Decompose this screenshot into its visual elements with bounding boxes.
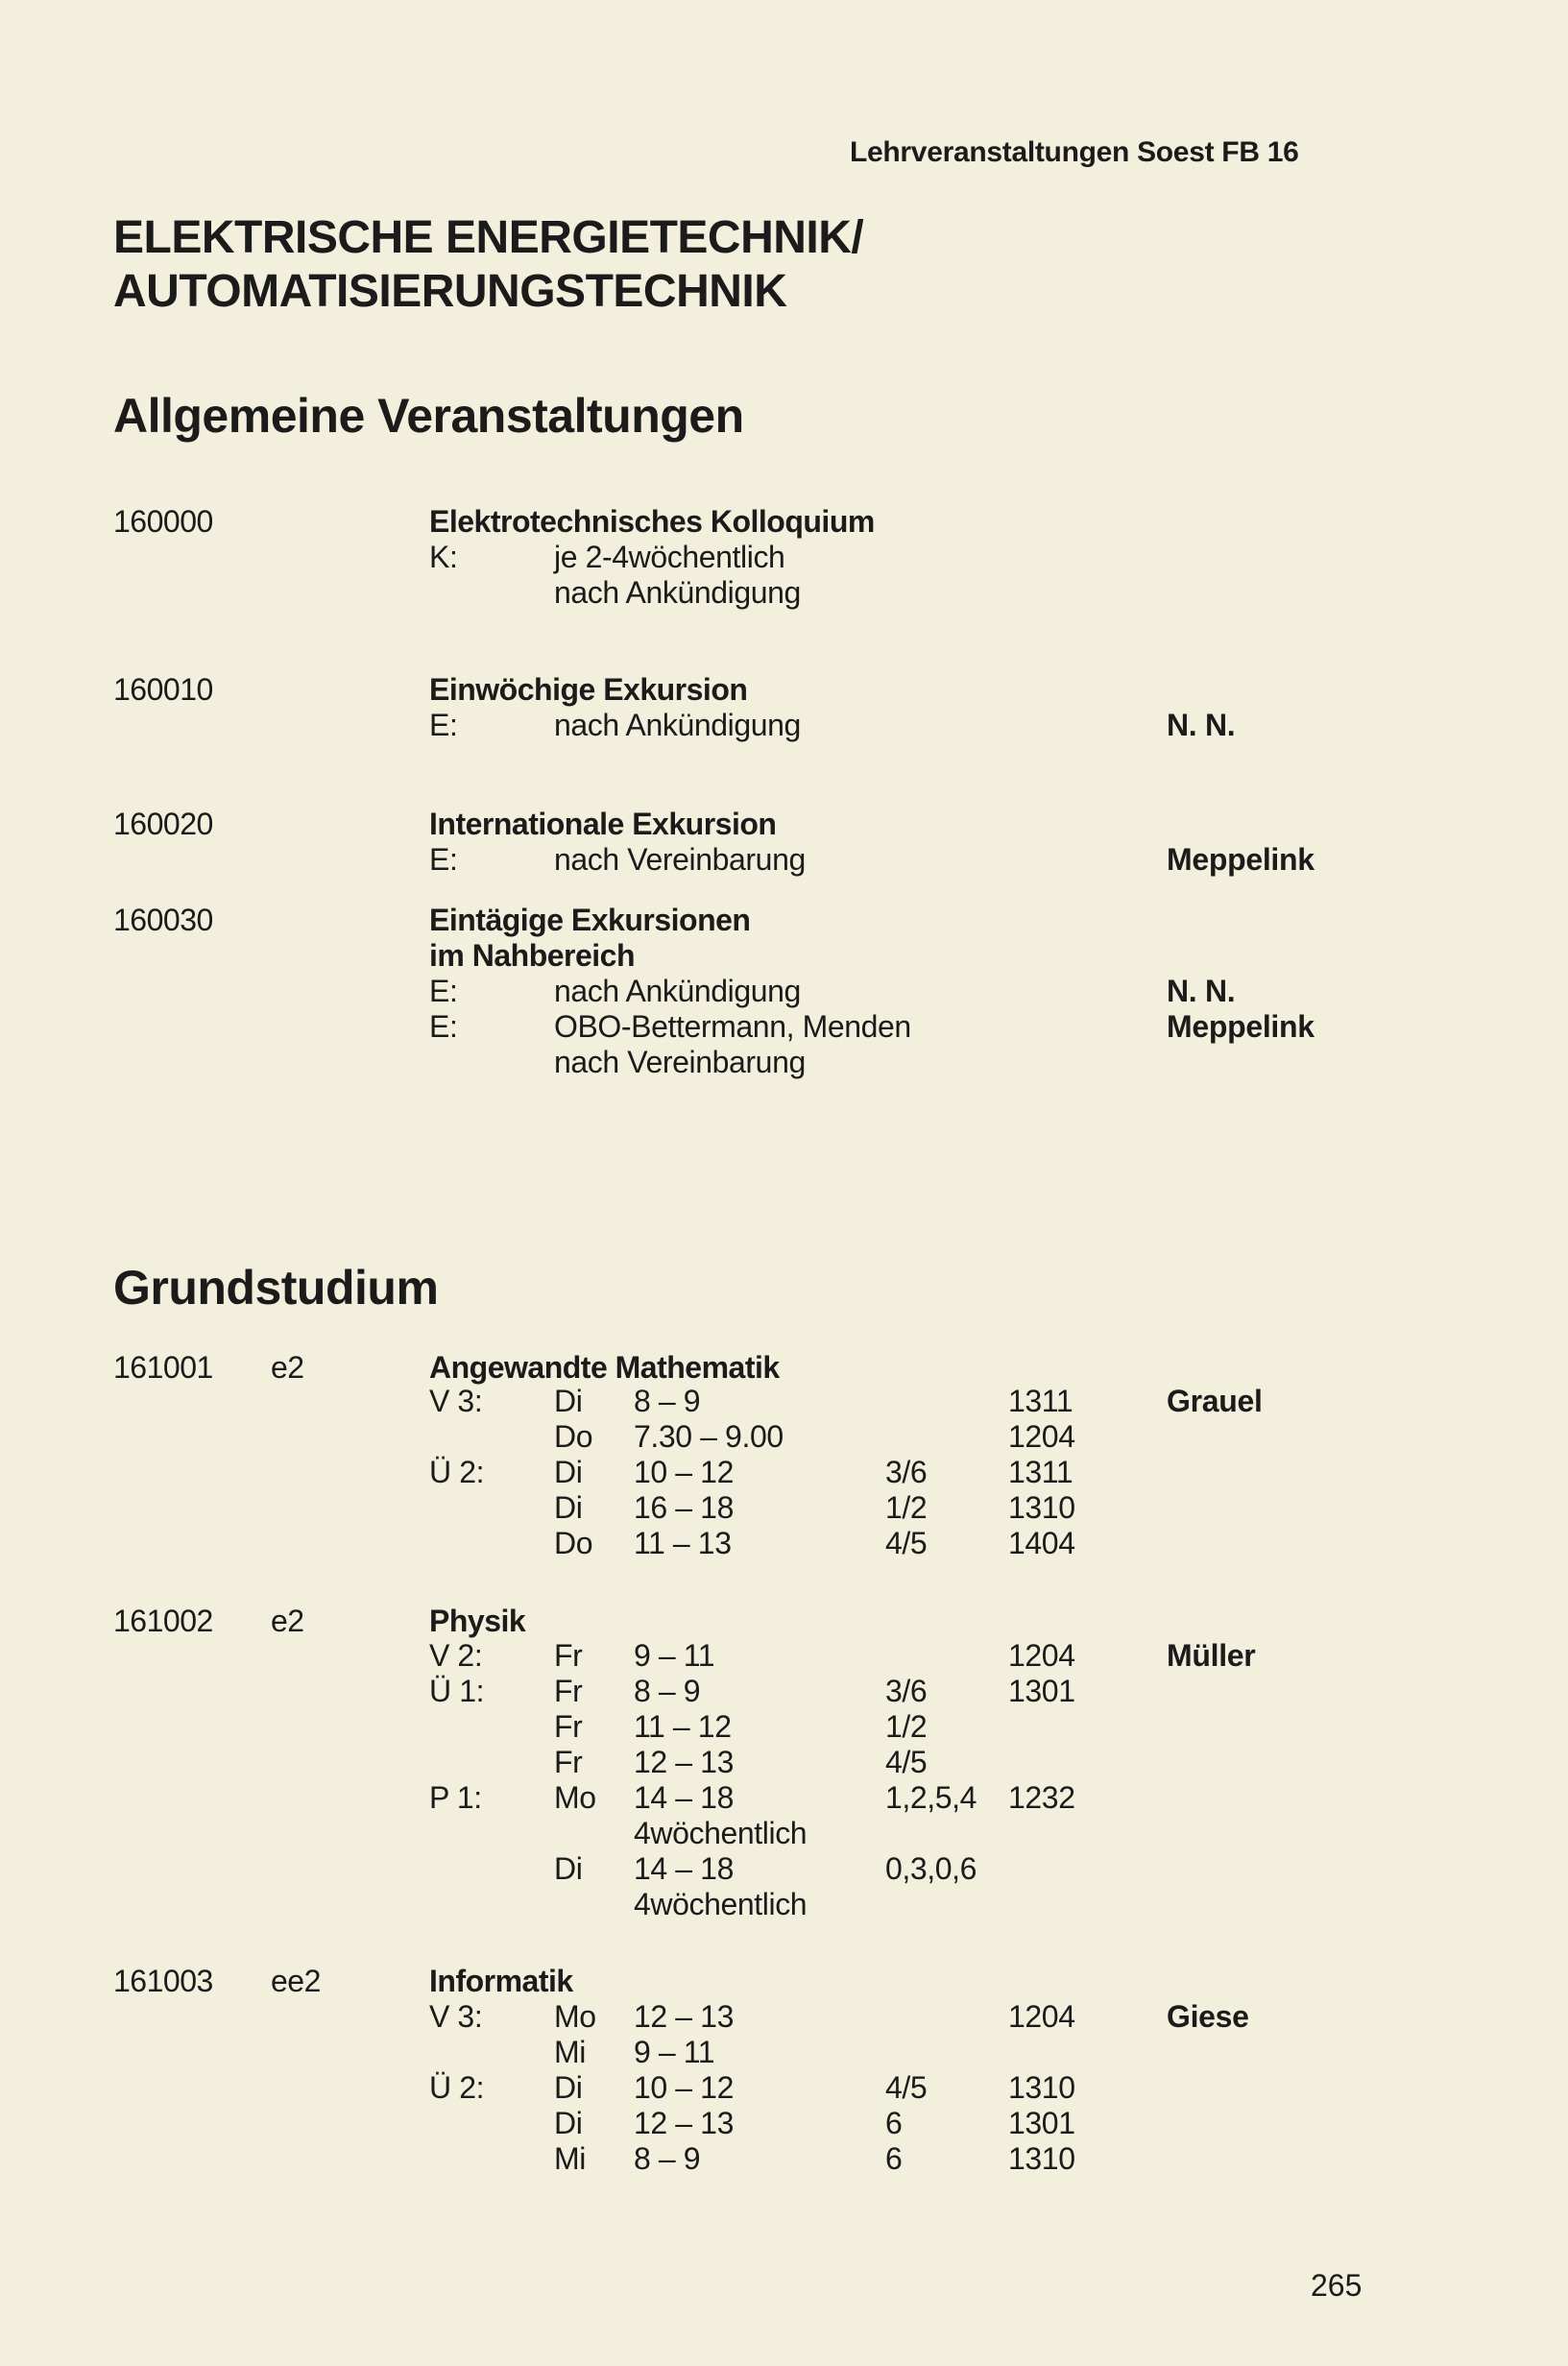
course-line: nach Ankündigung (554, 974, 801, 1008)
schedule-time: 14 – 18 (634, 1851, 734, 1886)
schedule-time: 9 – 11 (634, 2035, 715, 2069)
schedule-day: Di (554, 1851, 583, 1886)
schedule-room: 1311 (1008, 1384, 1073, 1418)
schedule-frequency: 4wöchentlich (634, 1887, 808, 1921)
course-code: e2 (271, 1350, 304, 1385)
schedule-group: 6 (885, 2106, 903, 2140)
schedule-group: 4/5 (885, 2070, 928, 2105)
schedule-time: 10 – 12 (634, 1455, 734, 1489)
course-line: nach Vereinbarung (554, 842, 806, 877)
schedule-group: 4/5 (885, 1745, 928, 1779)
schedule-group: 4/5 (885, 1526, 928, 1560)
schedule-room: 1301 (1008, 2106, 1075, 2140)
page-title-line-2: AUTOMATISIERUNGSTECHNIK (113, 266, 787, 317)
course-line: nach Ankündigung (554, 575, 801, 610)
course-number: 160030 (113, 903, 213, 937)
course-teacher: N. N. (1167, 708, 1236, 742)
course-line: nach Ankündigung (554, 708, 801, 742)
schedule-room: 1404 (1008, 1526, 1075, 1560)
course-teacher: N. N. (1167, 974, 1236, 1008)
course-number: 161001 (113, 1350, 213, 1385)
schedule-room: 1310 (1008, 2141, 1075, 2176)
course-teacher: Grauel (1167, 1384, 1263, 1418)
schedule-group: 1/2 (885, 1490, 928, 1525)
course-type: E: (429, 708, 458, 742)
schedule-type: Ü 2: (429, 1455, 485, 1489)
course-type: K: (429, 540, 458, 574)
schedule-time: 16 – 18 (634, 1490, 734, 1525)
page-title-line-1: ELEKTRISCHE ENERGIETECHNIK/ (113, 212, 864, 263)
course-title: Eintägige Exkursionen (429, 903, 751, 937)
schedule-time: 9 – 11 (634, 1638, 715, 1673)
schedule-group: 3/6 (885, 1674, 928, 1708)
schedule-room: 1204 (1008, 1638, 1075, 1673)
schedule-day: Do (554, 1419, 593, 1454)
schedule-day: Di (554, 1490, 583, 1525)
schedule-day: Di (554, 1455, 583, 1489)
course-title: Internationale Exkursion (429, 807, 777, 841)
schedule-group: 3/6 (885, 1455, 928, 1489)
schedule-day: Di (554, 2070, 583, 2105)
schedule-room: 1232 (1008, 1780, 1075, 1815)
course-number: 161003 (113, 1964, 213, 1998)
course-type: E: (429, 1009, 458, 1044)
course-teacher: Giese (1167, 1999, 1249, 2034)
schedule-day: Fr (554, 1709, 583, 1744)
course-number: 161002 (113, 1604, 213, 1638)
schedule-room: 1204 (1008, 1999, 1075, 2034)
schedule-room: 1310 (1008, 2070, 1075, 2105)
schedule-room: 1301 (1008, 1674, 1075, 1708)
schedule-time: 10 – 12 (634, 2070, 734, 2105)
schedule-time: 11 – 12 (634, 1709, 732, 1744)
schedule-frequency: 4wöchentlich (634, 1816, 808, 1850)
course-line: nach Vereinbarung (554, 1045, 806, 1079)
schedule-day: Fr (554, 1674, 583, 1708)
schedule-day: Do (554, 1526, 593, 1560)
schedule-room: 1311 (1008, 1455, 1073, 1489)
schedule-type: V 2: (429, 1638, 483, 1673)
schedule-day: Mi (554, 2141, 586, 2176)
schedule-day: Fr (554, 1638, 583, 1673)
page-number: 265 (1311, 2268, 1363, 2303)
course-type: E: (429, 842, 458, 877)
course-number: 160000 (113, 504, 213, 539)
schedule-room: 1310 (1008, 1490, 1075, 1525)
course-teacher: Müller (1167, 1638, 1256, 1673)
course-title: Physik (429, 1604, 526, 1638)
schedule-type: Ü 1: (429, 1674, 485, 1708)
course-code: e2 (271, 1604, 304, 1638)
schedule-time: 14 – 18 (634, 1780, 734, 1815)
course-teacher: Meppelink (1167, 842, 1315, 877)
schedule-time: 8 – 9 (634, 1674, 701, 1708)
course-title-continued: im Nahbereich (429, 938, 636, 973)
schedule-day: Di (554, 2106, 583, 2140)
schedule-type: P 1: (429, 1780, 482, 1815)
course-number: 160010 (113, 672, 213, 707)
schedule-group: 0,3,0,6 (885, 1851, 977, 1886)
schedule-day: Mo (554, 1780, 596, 1815)
schedule-time: 12 – 13 (634, 2106, 734, 2140)
course-code: ee2 (271, 1964, 321, 1998)
schedule-time: 7.30 – 9.00 (634, 1419, 784, 1454)
schedule-type: V 3: (429, 1999, 483, 2034)
schedule-day: Di (554, 1384, 583, 1418)
running-header: Lehrveranstaltungen Soest FB 16 (850, 136, 1299, 168)
course-title: Angewandte Mathematik (429, 1350, 780, 1385)
schedule-time: 12 – 13 (634, 1999, 734, 2034)
schedule-group: 1,2,5,4 (885, 1780, 977, 1815)
schedule-group: 1/2 (885, 1709, 928, 1744)
course-title: Einwöchige Exkursion (429, 672, 748, 707)
section-heading-allgemein: Allgemeine Veranstaltungen (113, 389, 744, 443)
schedule-time: 8 – 9 (634, 1384, 701, 1418)
schedule-time: 8 – 9 (634, 2141, 701, 2176)
schedule-time: 11 – 13 (634, 1526, 732, 1560)
schedule-type: Ü 2: (429, 2070, 485, 2105)
course-title: Informatik (429, 1964, 573, 1998)
schedule-day: Fr (554, 1745, 583, 1779)
schedule-day: Mi (554, 2035, 586, 2069)
course-line: je 2-4wöchentlich (554, 540, 785, 574)
course-type: E: (429, 974, 458, 1008)
schedule-group: 6 (885, 2141, 903, 2176)
course-title: Elektrotechnisches Kolloquium (429, 504, 875, 539)
schedule-type: V 3: (429, 1384, 483, 1418)
page-title (113, 211, 863, 319)
course-line: OBO-Bettermann, Menden (554, 1009, 911, 1044)
schedule-room: 1204 (1008, 1419, 1075, 1454)
course-number: 160020 (113, 807, 213, 841)
course-teacher: Meppelink (1167, 1009, 1315, 1044)
schedule-time: 12 – 13 (634, 1745, 734, 1779)
schedule-day: Mo (554, 1999, 596, 2034)
section-heading-grundstudium: Grundstudium (113, 1261, 439, 1315)
